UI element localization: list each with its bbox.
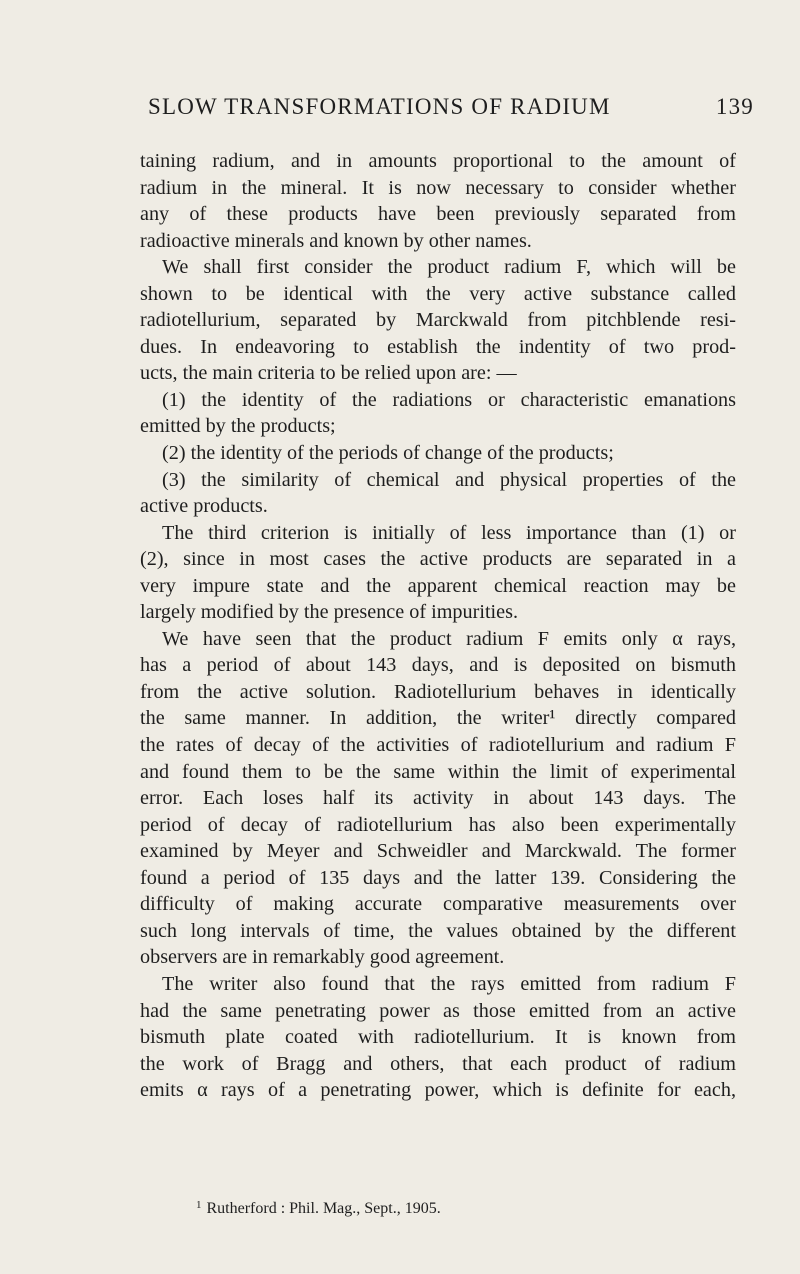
text-line: We shall first consider the product radium F, which will be	[162, 256, 736, 279]
text-line: the rates of decay of the activities of radiotellurium and radium F	[140, 734, 736, 757]
text-line: period of decay of radiotellurium has also been experimentally	[140, 813, 736, 836]
text-line: (2), since in most cases the active products are separated in a	[140, 548, 736, 571]
text-line: shown to be identical with the very active substance called	[140, 282, 736, 305]
text-line: The third criterion is initially of less importance than (1) or	[162, 521, 736, 544]
text-line: from the active solution. Radiotellurium behaves in identically	[140, 680, 736, 703]
text-line: observers are in remarkably good agreement.	[140, 946, 505, 969]
text-line: such long intervals of time, the values obtained by the different	[140, 919, 736, 942]
text-line: difficulty of making accurate comparative measurements over	[140, 893, 736, 916]
text-line: ucts, the main criteria to be relied upon are: —	[140, 362, 517, 385]
body-text	[140, 148, 736, 1104]
text-line: The writer also found that the rays emitted from radium F	[162, 972, 736, 995]
text-line: found a period of 135 days and the latter 139. Considering the	[140, 866, 736, 889]
text-line: radioactive minerals and known by other names.	[140, 229, 532, 252]
text-line: largely modified by the presence of impurities.	[140, 601, 519, 624]
text-line: active products.	[140, 495, 268, 518]
text-line: (1) the identity of the radiations or characteristic emanations	[162, 388, 736, 411]
text-line: and found them to be the same within the limit of experimental	[140, 760, 736, 783]
text-line: (2) the identity of the periods of change of the products;	[162, 442, 614, 465]
page-header	[140, 94, 754, 124]
text-line: the work of Bragg and others, that each product of radium	[140, 1052, 736, 1075]
text-line: has a period of about 143 days, and is deposited on bismuth	[140, 654, 736, 677]
text-line: emits α rays of a penetrating power, which is definite for each,	[140, 1079, 736, 1102]
running-title: SLOW TRANSFORMATIONS OF RADIUM	[148, 94, 611, 119]
text-line: error. Each loses half its activity in about 143 days. The	[140, 787, 736, 810]
page-number: 139	[715, 94, 754, 119]
text-line: examined by Meyer and Schweidler and Marckwald. The former	[140, 840, 736, 863]
text-line: the same manner. In addition, the writer¹ directly compared	[140, 707, 736, 730]
footnote-text: Rutherford : Phil. Mag., Sept., 1905.	[206, 1200, 441, 1217]
text-line: emitted by the products;	[140, 415, 336, 438]
text-line: We have seen that the product radium F emits only α rays,	[162, 627, 736, 650]
text-line: any of these products have been previously separated from	[140, 203, 736, 226]
text-line: dues. In endeavoring to establish the indentity of two prod-	[140, 335, 736, 358]
footnote	[196, 1199, 441, 1218]
text-line: (3) the similarity of chemical and physical properties of the	[162, 468, 736, 491]
text-line: taining radium, and in amounts proportional to the amount of	[140, 150, 736, 172]
text-line: radium in the mineral. It is now necessary to consider whether	[140, 176, 736, 199]
footnote-marker: 1	[196, 1199, 202, 1211]
text-line: very impure state and the apparent chemical reaction may be	[140, 574, 736, 597]
text-line: radiotellurium, separated by Marckwald from pitchblende resi-	[140, 309, 736, 332]
text-line: bismuth plate coated with radiotellurium. It is known from	[140, 1026, 736, 1049]
text-line: had the same penetrating power as those emitted from an active	[140, 999, 736, 1022]
